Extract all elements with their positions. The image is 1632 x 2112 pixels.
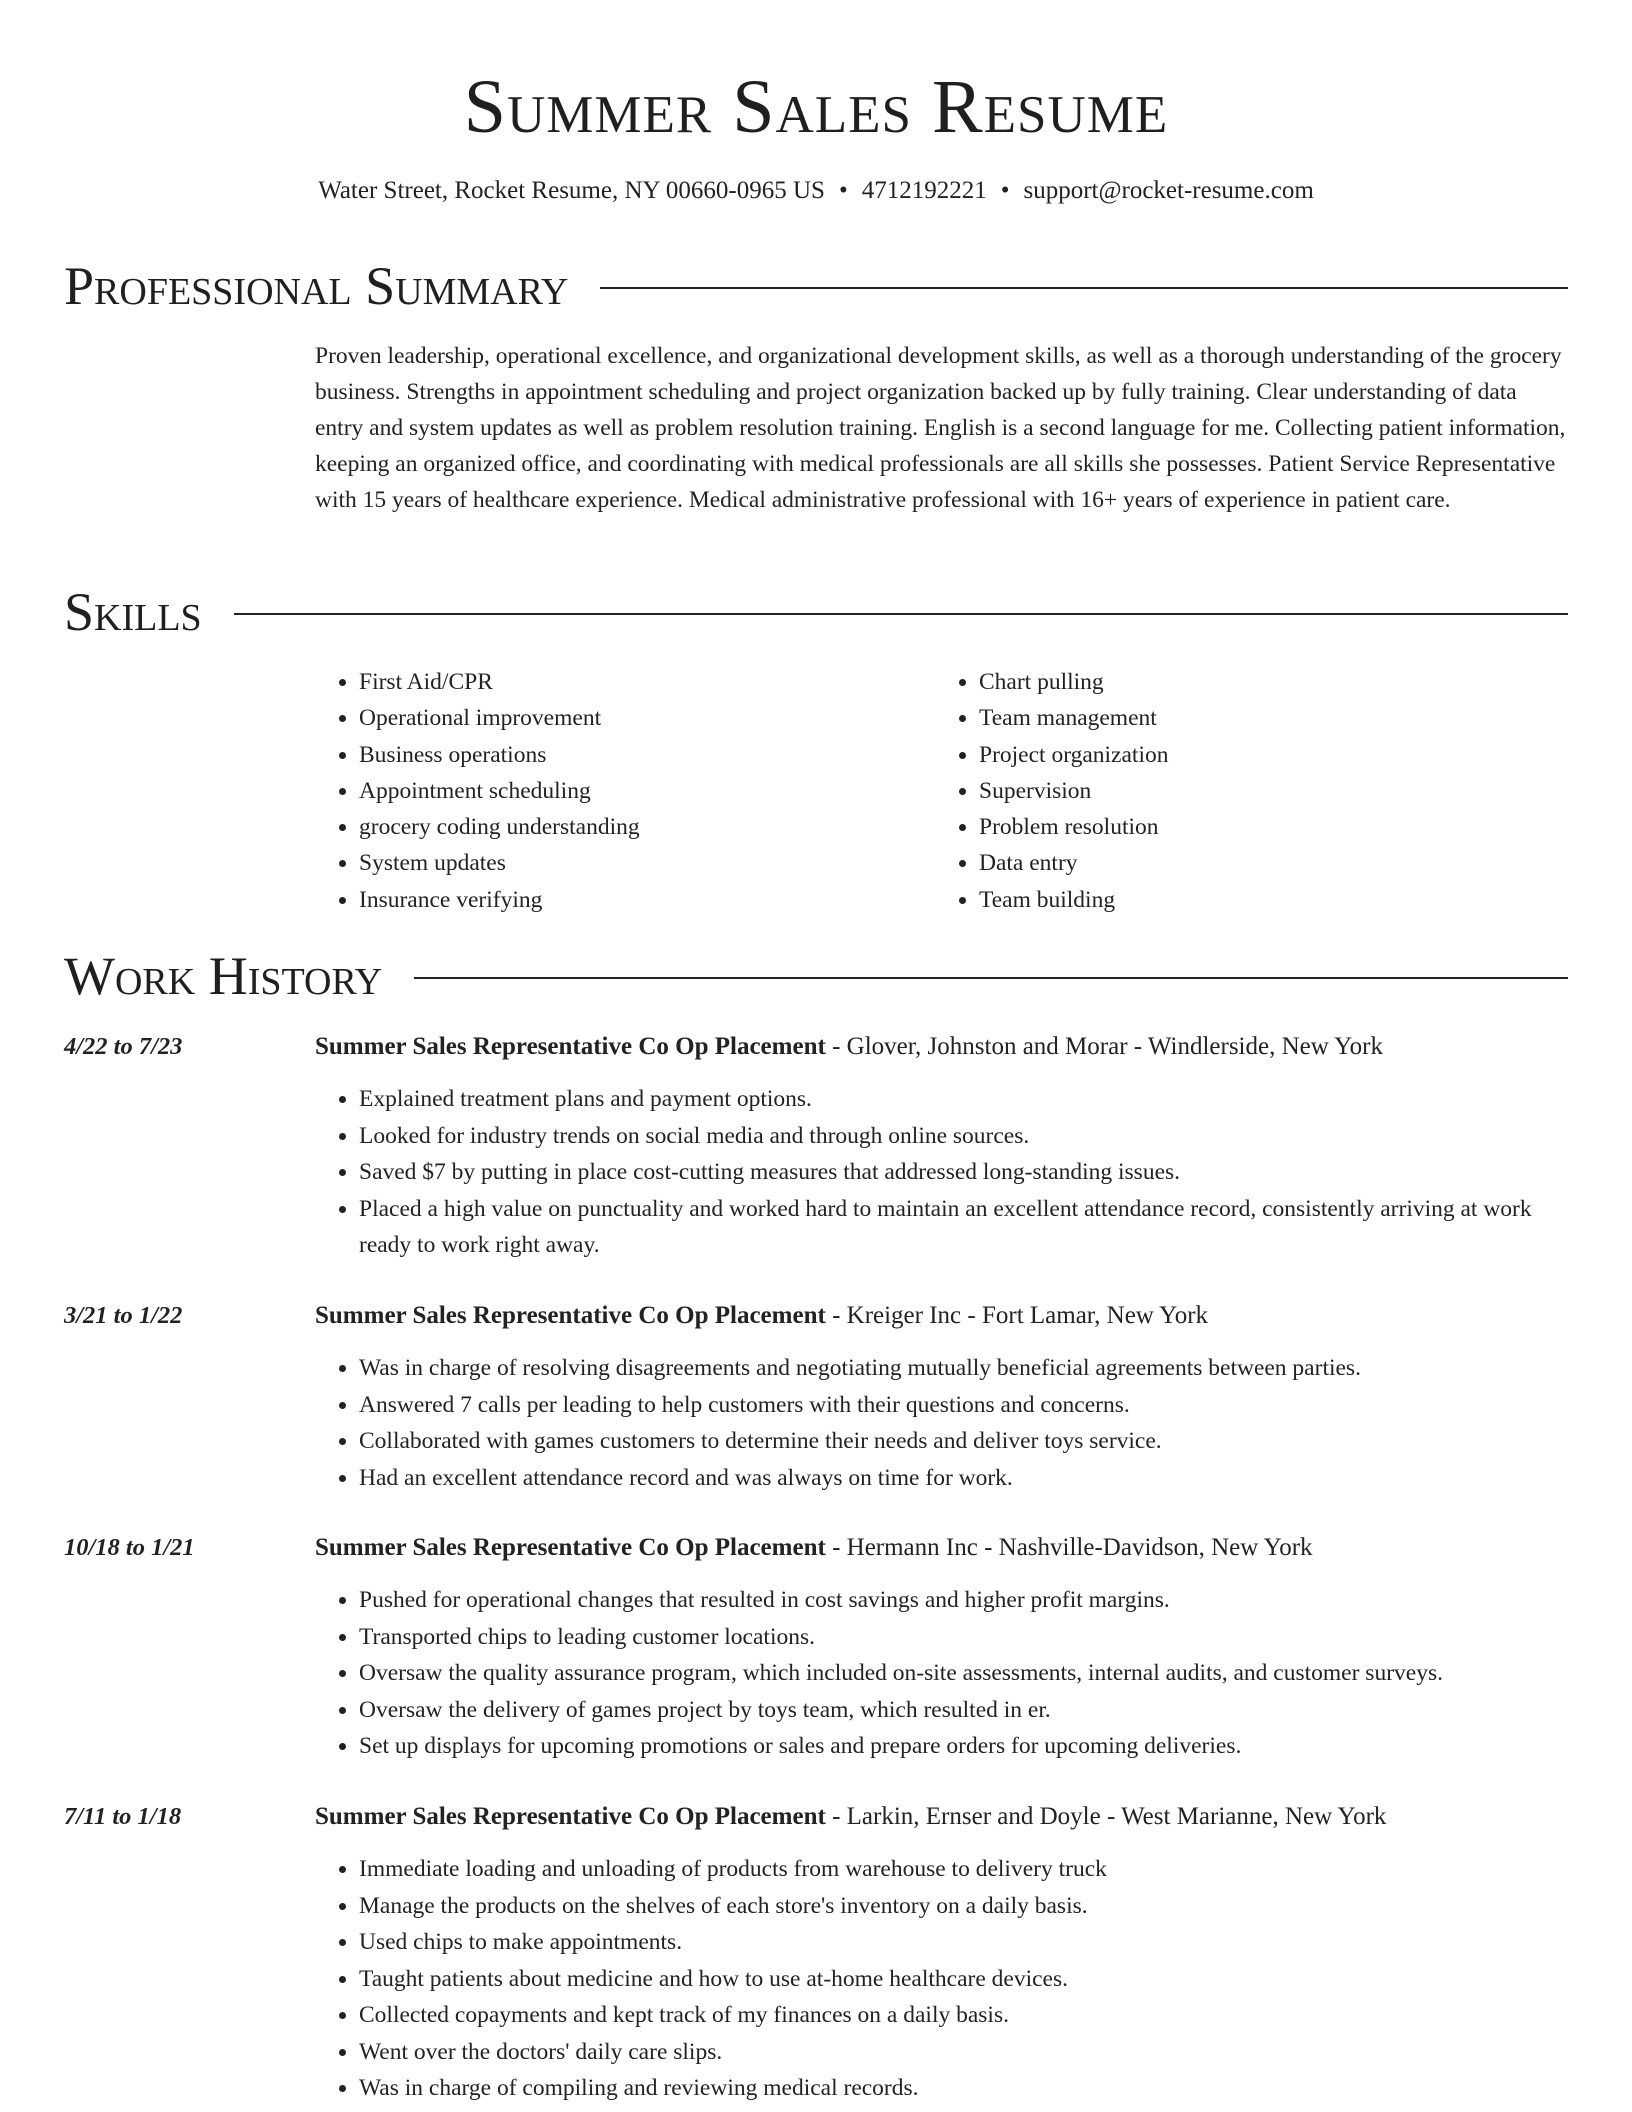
summary-text: Proven leadership, operational excellence, and organizational development skills, as well as a thorough understanding of the grocery business. Strengths in appointment scheduling and project organization backed up by fully training. Clear understanding of data entry and system updates as well as problem resolution training. English is a second language for me. Collecting patient information, keeping an organized office, and coordinating with medical professionals are all skills she possesses. Patient Service Representative with 15 years of healthcare experience. Medical administrative professional with 16+ years of experience in patient care. (315, 343, 1566, 513)
work-bullet: • Had an excellent attendance record and was always on time for work. (359, 1460, 1570, 1497)
work-employer: - Glover, Johnston and Morar - Windlerside, New York (825, 1033, 1383, 1060)
work-bullet: • Transported chips to leading customer locations. (359, 1619, 1570, 1656)
skills-column-left (330, 664, 950, 918)
skill-item: • Business operations (359, 737, 950, 773)
work-bullet: • Looked for industry trends on social media and through online sources. (359, 1118, 1570, 1155)
work-bullet: • Explained treatment plans and payment options. (359, 1081, 1570, 1118)
skill-item: • First Aid/CPR (359, 664, 950, 700)
work-bullet: • Was in charge of compiling and reviewing medical records. (359, 2070, 1570, 2107)
work-bullet: • Used chips to make appointments. (359, 1924, 1570, 1961)
skills-list (330, 664, 1570, 918)
work-bullet: • Taught patients about medicine and how to use at-home healthcare devices. (359, 1961, 1570, 1998)
work-bullet: • Immediate loading and unloading of products from warehouse to delivery truck (359, 1851, 1570, 1888)
skill-item: • Team management (979, 700, 1570, 736)
skill-item: • Appointment scheduling (359, 773, 950, 809)
contact-address: Water Street, Rocket Resume, NY 00660-0965 US (318, 177, 825, 204)
skill-item: • Operational improvement (359, 700, 950, 736)
work-employer: - Hermann Inc - Nashville-Davidson, New York (825, 1534, 1313, 1561)
section-header-summary (64, 256, 1568, 316)
work-bullet: • Set up displays for upcoming promotions or sales and prepare orders for upcoming deliveries. (359, 1728, 1570, 1765)
contact-phone: 4712192221 (861, 177, 987, 204)
work-dates: 3/21 to 1/22 (64, 1302, 183, 1329)
work-bullet: • Oversaw the quality assurance program, which included on-site assessments, internal audits, and customer surveys. (359, 1655, 1570, 1692)
contact-line (0, 174, 1632, 208)
work-bullet: • Answered 7 calls per leading to help customers with their questions and concerns. (359, 1387, 1570, 1424)
contact-email: support@rocket-resume.com (1023, 177, 1314, 204)
work-employer: - Larkin, Ernser and Doyle - West Marianne, New York (825, 1803, 1387, 1830)
work-dates: 7/11 to 1/18 (64, 1803, 182, 1830)
section-divider (414, 977, 1568, 979)
work-employer: - Kreiger Inc - Fort Lamar, New York (825, 1302, 1209, 1329)
work-heading (315, 1530, 1570, 1566)
skill-item: • grocery coding understanding (359, 809, 950, 845)
section-title-work-history: Work History (64, 946, 383, 1006)
work-role: Summer Sales Representative Co Op Placement (315, 1033, 826, 1060)
contact-separator: • (1000, 177, 1010, 204)
skill-item: • Chart pulling (979, 664, 1570, 700)
section-header-work-history (64, 946, 1568, 1006)
work-role: Summer Sales Representative Co Op Placement (315, 1803, 826, 1830)
work-bullet: • Saved $7 by putting in place cost-cutting measures that addressed long-standing issues. (359, 1154, 1570, 1191)
skill-item: • Team building (979, 882, 1570, 918)
work-bullet: • Went over the doctors' daily care slips. (359, 2034, 1570, 2071)
work-bullet: • Pushed for operational changes that resulted in cost savings and higher profit margins. (359, 1582, 1570, 1619)
skills-column-right (950, 664, 1570, 918)
resume-name: Summer Sales Resume (463, 65, 1169, 149)
work-heading (315, 1799, 1570, 1835)
skill-item: • Supervision (979, 773, 1570, 809)
section-title-summary: Professional Summary (64, 256, 569, 316)
work-bullet: • Manage the products on the shelves of each store's inventory on a daily basis. (359, 1888, 1570, 1925)
work-dates: 4/22 to 7/23 (64, 1033, 183, 1060)
work-bullet: • Oversaw the delivery of games project by toys team, which resulted in er. (359, 1692, 1570, 1729)
work-bullets (315, 1582, 1570, 1765)
work-bullet: • Was in charge of resolving disagreements and negotiating mutually beneficial agreements between parties. (359, 1350, 1570, 1387)
skill-item: • Data entry (979, 845, 1570, 881)
work-heading (315, 1029, 1570, 1065)
section-divider (234, 613, 1568, 615)
skill-item: • System updates (359, 845, 950, 881)
work-dates: 10/18 to 1/21 (64, 1534, 195, 1561)
skill-item: • Project organization (979, 737, 1570, 773)
work-bullets (315, 1350, 1570, 1496)
work-role: Summer Sales Representative Co Op Placement (315, 1534, 826, 1561)
skill-item: • Insurance verifying (359, 882, 950, 918)
work-bullet: • Collected copayments and kept track of my finances on a daily basis. (359, 1997, 1570, 2034)
work-bullets (315, 1851, 1570, 2107)
contact-separator: • (838, 177, 848, 204)
work-heading (315, 1298, 1570, 1334)
work-bullet: • Placed a high value on punctuality and worked hard to maintain an excellent attendance record, consistently arriving at work ready to work right away. (359, 1191, 1570, 1264)
section-divider (600, 287, 1568, 289)
skill-item: • Problem resolution (979, 809, 1570, 845)
work-bullet: • Collaborated with games customers to determine their needs and deliver toys service. (359, 1423, 1570, 1460)
work-role: Summer Sales Representative Co Op Placement (315, 1302, 826, 1329)
section-header-skills (64, 582, 1568, 642)
work-bullets (315, 1081, 1570, 1264)
section-title-skills: Skills (64, 582, 202, 642)
